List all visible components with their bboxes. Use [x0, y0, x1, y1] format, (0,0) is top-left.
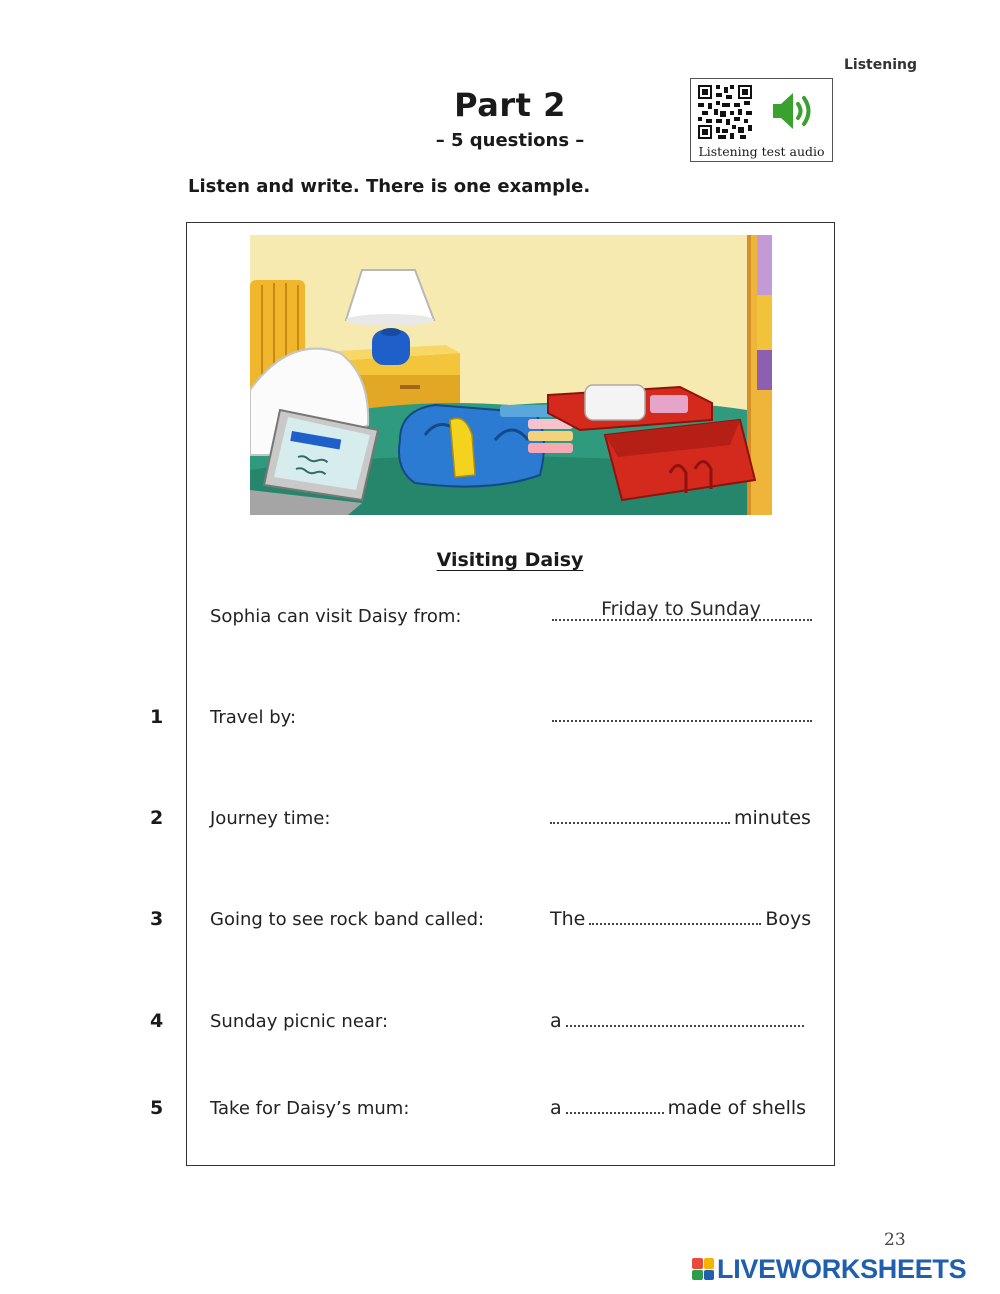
answer-field[interactable] — [589, 922, 761, 925]
answer-prefix: The — [550, 908, 586, 930]
answer-line — [550, 908, 812, 930]
answer-field[interactable] — [566, 1024, 804, 1027]
question-number: 3 — [150, 908, 164, 930]
audio-caption: Listening test audio — [698, 144, 825, 159]
section-label: Listening — [844, 57, 917, 73]
answer-field[interactable] — [566, 1111, 664, 1114]
question-label: Going to see rock band called: — [210, 909, 485, 930]
question-row — [0, 1097, 1000, 1127]
liveworksheets-logo-icon — [692, 1258, 714, 1280]
instruction-text: Listen and write. There is one example. — [188, 176, 591, 197]
speaker-icon[interactable] — [769, 87, 819, 135]
question-row — [0, 908, 1000, 938]
question-row — [0, 807, 1000, 837]
question-label: Sunday picnic near: — [210, 1011, 389, 1032]
question-number: 4 — [150, 1010, 164, 1032]
answer-prefix: a — [550, 1010, 562, 1032]
question-number: 1 — [150, 706, 164, 728]
question-number: 2 — [150, 807, 164, 829]
answer-line — [550, 807, 812, 829]
answer-field[interactable] — [552, 720, 812, 722]
answer-suffix: made of shells — [667, 1097, 807, 1119]
page-number: 23 — [884, 1230, 906, 1250]
brand-name: LIVEWORKSHEETS — [717, 1253, 967, 1284]
question-label: Travel by: — [210, 707, 297, 728]
qr-code-icon — [698, 85, 752, 139]
question-row — [0, 706, 1000, 736]
part-subtitle: – 5 questions – — [435, 130, 585, 151]
bedroom-illustration — [250, 235, 772, 515]
question-label: Take for Daisy’s mum: — [210, 1098, 410, 1119]
example-dotted-line — [552, 619, 812, 621]
example-row — [0, 598, 1000, 635]
answer-suffix: Boys — [765, 908, 812, 930]
question-row — [0, 1010, 1000, 1040]
audio-link-box[interactable] — [690, 78, 833, 162]
liveworksheets-logo[interactable] — [692, 1252, 966, 1286]
worksheet-title: Visiting Daisy — [436, 549, 584, 571]
answer-line — [550, 1010, 812, 1032]
question-label: Journey time: — [210, 808, 331, 829]
example-answer: Friday to Sunday — [601, 598, 761, 620]
part-title: Part 2 — [454, 86, 566, 124]
answer-prefix: a — [550, 1097, 562, 1119]
answer-field[interactable] — [550, 821, 730, 824]
example-label: Sophia can visit Daisy from: — [210, 606, 462, 627]
question-number: 5 — [150, 1097, 164, 1119]
answer-line — [550, 1097, 812, 1119]
answer-suffix: minutes — [734, 807, 811, 829]
